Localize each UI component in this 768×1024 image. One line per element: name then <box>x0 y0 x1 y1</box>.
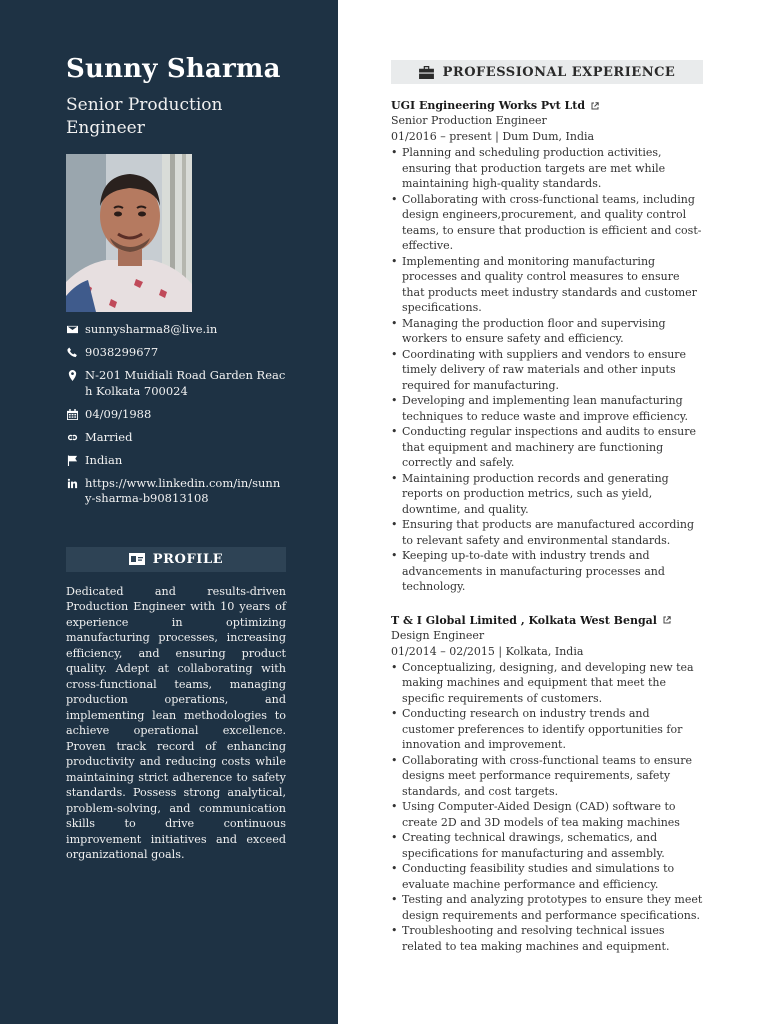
linkedin-icon <box>66 476 78 491</box>
responsibility-item: • Coordinating with suppliers and vendors to ensure timely delivery of raw materials and other inputs required for manufacturing. <box>391 347 703 394</box>
responsibility-item: • Conducting feasibility studies and simulations to evaluate machine performance and efficiency. <box>391 861 703 892</box>
profile-section-header <box>66 547 286 572</box>
responsibility-list <box>391 145 703 595</box>
id-card-icon <box>129 553 145 565</box>
external-link-icon[interactable] <box>591 102 599 110</box>
sidebar <box>0 0 338 1024</box>
email-icon <box>66 322 78 337</box>
responsibility-item: • Troubleshooting and resolving technical issues related to tea making machines and equipment. <box>391 923 703 954</box>
experience-section-header <box>391 60 703 84</box>
job-entry <box>391 98 703 595</box>
responsibility-item: • Ensuring that products are manufactured according to relevant safety and environmental standards. <box>391 517 703 548</box>
job-role: Senior Production Engineer <box>391 114 547 127</box>
responsibility-item: • Using Computer-Aided Design (CAD) software to create 2D and 3D models of tea making machines <box>391 799 703 830</box>
calendar-icon <box>66 407 78 422</box>
location-pin-icon <box>66 368 78 383</box>
company-name-text: UGI Engineering Works Pvt Ltd <box>391 99 586 112</box>
flag-icon <box>66 453 78 468</box>
contact-phone-text: 9038299677 <box>85 345 159 359</box>
contact-marital-status <box>66 430 286 446</box>
responsibility-list <box>391 660 703 955</box>
profile-summary: Dedicated and results-driven Production Engineer with 10 years of experience in optimizing manufacturing processes, increasing efficiency, and ensuring product quality. Adept at collaborating with cross-functional teams, managing production operations, and implementing lean methodologies to achieve operational excellence. Proven track record of enhancing productivity and reducing costs while maintaining strict adherence to safety standards. Possess strong analytical, problem-solving, and communication skills to drive continuous improvement initiatives and exceed organizational goals. <box>66 584 286 861</box>
job-title: Senior Production Engineer <box>66 95 223 138</box>
job-entry <box>391 613 703 955</box>
job-list <box>391 98 703 954</box>
responsibility-item: • Maintaining production records and generating reports on production metrics, such as yield, downtime, and quality. <box>391 471 703 518</box>
contact-address <box>66 368 286 399</box>
job-dates-location: 01/2014 – 02/2015 | Kolkata, India <box>391 644 584 658</box>
profile-photo <box>66 154 192 312</box>
responsibility-item: • Planning and scheduling production activities, ensuring that production targets are met while maintaining high-quality standards. <box>391 145 703 192</box>
job-role: Design Engineer <box>391 628 485 642</box>
responsibility-item: • Managing the production floor and supervising workers to ensure safety and efficiency. <box>391 316 703 347</box>
responsibility-item: • Keeping up-to-date with industry trends and advancements in manufacturing processes and technology. <box>391 548 703 595</box>
contact-address-text: N-201 Muidiali Road Garden Reach Kolkata 700024 <box>85 368 286 398</box>
responsibility-item: • Conceptualizing, designing, and developing new tea making machines and equipment that meet the specific requirements of customers. <box>391 660 703 707</box>
profile-heading: PROFILE <box>152 551 224 567</box>
contact-marital-text: Married <box>85 429 133 444</box>
contact-birthdate <box>66 407 286 423</box>
contact-nationality-text: Indian <box>85 452 123 467</box>
contact-email-text: sunnysharma8@live.in <box>85 322 218 336</box>
candidate-name: Sunny Sharma <box>66 54 281 84</box>
profile-photo-image <box>66 154 192 312</box>
responsibility-item: • Conducting research on industry trends and customer preferences to identify opportunities for innovation and improvement. <box>391 706 703 753</box>
responsibility-item: • Creating technical drawings, schematics, and specifications for manufacturing and assembly. <box>391 830 703 861</box>
contact-phone[interactable] <box>66 345 286 361</box>
main-content <box>391 60 703 954</box>
external-link-icon[interactable] <box>663 616 671 624</box>
rings-icon <box>66 430 78 445</box>
job-dates-location: 01/2016 – present | Dum Dum, India <box>391 130 595 143</box>
briefcase-icon <box>419 66 434 79</box>
contact-list <box>66 322 286 507</box>
experience-heading: PROFESSIONAL EXPERIENCE <box>442 64 676 80</box>
company-name[interactable] <box>391 98 703 113</box>
company-name[interactable] <box>391 613 703 628</box>
contact-email[interactable] <box>66 322 286 338</box>
phone-icon <box>66 345 78 360</box>
contact-birthdate-text: 04/09/1988 <box>85 406 152 421</box>
responsibility-item: • Collaborating with cross-functional teams, including design engineers,procurement, and quality control teams, to ensure that production is efficient and cost-effective. <box>391 192 703 254</box>
contact-linkedin-text: https://www.linkedin.com/in/sunny-sharma-b90813108 <box>85 475 281 505</box>
responsibility-item: • Conducting regular inspections and audits to ensure that equipment and machinery are functioning correctly and safely. <box>391 424 703 471</box>
company-name-text: T & I Global Limited , Kolkata West Bengal <box>391 613 657 627</box>
contact-linkedin[interactable] <box>66 476 286 507</box>
responsibility-item: • Developing and implementing lean manufacturing techniques to reduce waste and improve efficiency. <box>391 393 703 424</box>
contact-nationality <box>66 453 286 469</box>
responsibility-item: • Implementing and monitoring manufacturing processes and quality control measures to ensure that products meet industry standards and customer specifications. <box>391 254 703 316</box>
responsibility-item: • Testing and analyzing prototypes to ensure they meet design requirements and performance specifications. <box>391 892 703 923</box>
responsibility-item: • Collaborating with cross-functional teams to ensure designs meet performance requirements, safety standards, and cost targets. <box>391 753 703 800</box>
